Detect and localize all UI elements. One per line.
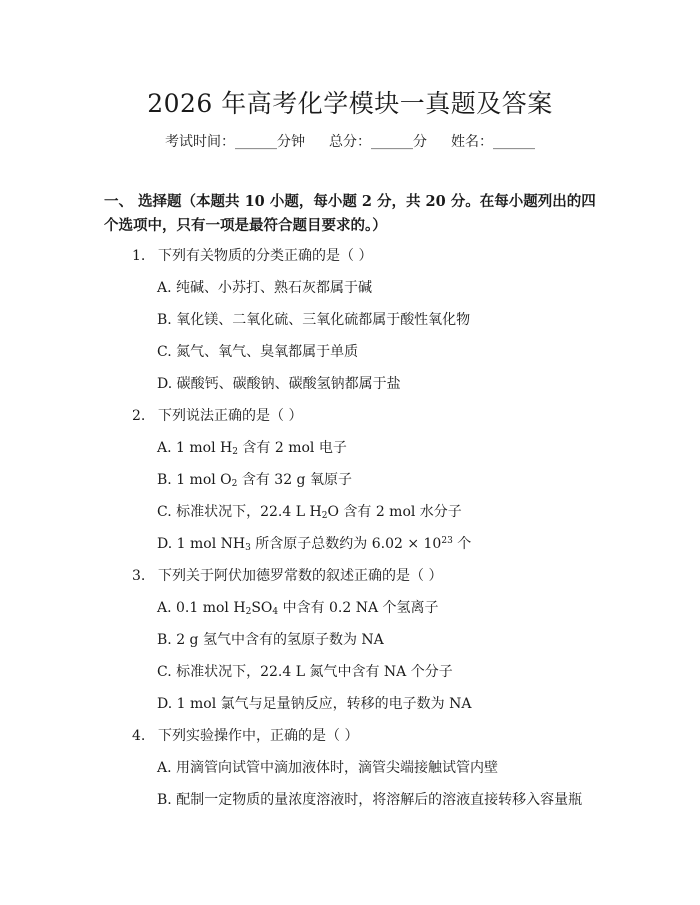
option-1d: D. 碳酸钙、碳酸钠、碳酸氢钠都属于盐 (157, 376, 401, 392)
question-stem: 下列关于阿伏加德罗常数的叙述正确的是（ ） (158, 568, 443, 584)
question-1 (132, 245, 372, 265)
section-heading: 一、 选择题（本题共 10 小题，每小题 2 分，共 20 分。在每小题列出的四个选项中，只有一项是最符合题目要求的。） (104, 193, 596, 234)
option-4b: B. 配制一定物质的量浓度溶液时，将溶解后的溶液直接转移入容量瓶 (157, 792, 583, 808)
option-1c: C. 氮气、氧气、臭氧都属于单质 (157, 344, 359, 360)
option-1a: A. 纯碱、小苏打、熟石灰都属于碱 (157, 280, 373, 296)
question-stem: 下列有关物质的分类正确的是（ ） (158, 248, 373, 264)
question-number: 4. (132, 728, 146, 744)
question-stem: 下列实验操作中，正确的是（ ） (158, 728, 359, 744)
option-3a: A. 0.1 mol $H_2SO_4$ 中含有 0.2 NA 个氢离子 (157, 600, 439, 617)
option-2b: B. 1 mol $O_2$ 含有 32 g 氧原子 (157, 472, 352, 489)
page-title: 2026 年高考化学模块一真题及答案 (147, 89, 553, 118)
question-4 (132, 725, 358, 745)
option-2c: C. 标准状况下，22.4 L $H_2O$ 含有 2 mol 水分子 (157, 504, 462, 521)
option-1b: B. 氧化镁、二氧化硫、三氧化硫都属于酸性氧化物 (157, 312, 471, 328)
question-3 (132, 565, 442, 585)
question-number: 3. (132, 568, 146, 584)
name-field: 姓名：______ (451, 134, 535, 150)
exam-meta (0, 131, 700, 151)
question-number: 2. (132, 408, 146, 424)
question-2 (132, 405, 302, 425)
total-score-field: 总分：______分 (329, 134, 427, 150)
exam-time-field: 考试时间：______分钟 (165, 134, 305, 150)
option-2a: A. 1 mol $H_2$ 含有 2 mol 电子 (157, 440, 347, 457)
option-3c: C. 标准状况下，22.4 L 氮气中含有 NA 个分子 (157, 664, 453, 680)
option-3d: D. 1 mol 氯气与足量钠反应，转移的电子数为 NA (157, 696, 472, 712)
option-4a: A. 用滴管向试管中滴加液体时，滴管尖端接触试管内壁 (157, 760, 499, 776)
option-2d: D. 1 mol $NH_3$ 所含原子总数约为 $6.02 \times 10^{23}$ 个 (157, 536, 472, 553)
option-3b: B. 2 g 氢气中含有的氢原子数为 NA (157, 632, 384, 648)
question-stem: 下列说法正确的是（ ） (158, 408, 303, 424)
question-number: 1. (132, 248, 146, 264)
